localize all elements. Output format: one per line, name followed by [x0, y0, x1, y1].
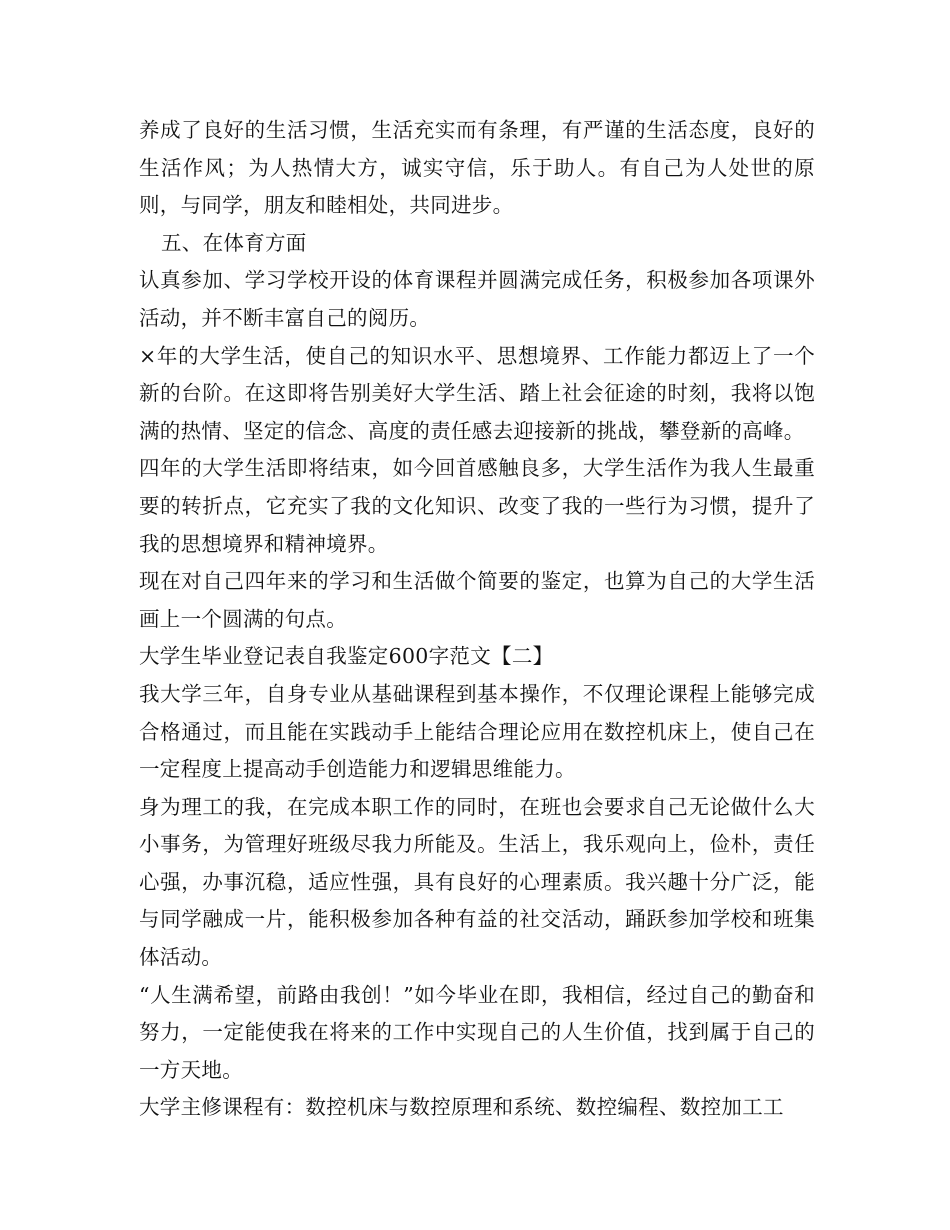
paragraph-university-life: ×年的大学生活，使自己的知识水平、思想境界、工作能力都迈上了一个新的台阶。在这即将告别美好大学生活、踏上社会征途的时刻，我将以饱满的热情、坚定的信念、高度的责任感去迎接新的挑战，攀登新的高峰。 — [139, 343, 815, 443]
section-heading-sports: 五、在体育方面 — [161, 230, 307, 255]
paragraph-living-habits: 养成了良好的生活习惯，生活充实而有条理，有严谨的生活态度，良好的生活作风；为人热情大方，诚实守信，乐于助人。有自己为人处世的原则，与同学，朋友和睦相处，共同进步。 — [139, 118, 815, 218]
paragraph-engineering: 身为理工的我，在完成本职工作的同时，在班也会要求自己无论做什么大小事务，为管理好班级尽我力所能及。生活上，我乐观向上，俭朴，责任心强，办事沉稳，适应性强，具有良好的心理素质。我兴趣十分广泛，能与同学融成一片，能积极参加各种有益的社交活动，踊跃参加学校和班集体活动。 — [139, 794, 815, 970]
essay-title-two: 大学生毕业登记表自我鉴定600字范文【二】 — [139, 644, 554, 669]
paragraph-hope: “人生满希望，前路由我创！”如今毕业在即，我相信，经过自己的勤奋和努力，一定能使我在将来的工作中实现自己的人生价值，找到属于自己的一方天地。 — [139, 982, 815, 1082]
paragraph-four-years: 四年的大学生活即将结束，如今回首感触良多，大学生活作为我人生最重要的转折点，它充实了我的文化知识、改变了我的一些行为习惯，提升了我的思想境界和精神境界。 — [139, 456, 815, 556]
paragraph-three-years: 我大学三年，自身专业从基础课程到基本操作，不仅理论课程上能够完成合格通过，而且能在实践动手上能结合理论应用在数控机床上，使自己在一定程度上提高动手创造能力和逻辑思维能力。 — [139, 681, 815, 782]
paragraph-summary: 现在对自己四年来的学习和生活做个简要的鉴定，也算为自己的大学生活画上一个圆满的句点。 — [139, 569, 815, 631]
paragraph-sports: 认真参加、学习学校开设的体育课程并圆满完成任务，积极参加各项课外活动，并不断丰富自己的阅历。 — [139, 268, 815, 330]
document-body — [139, 112, 815, 1127]
paragraph-courses: 大学主修课程有：数控机床与数控原理和系统、数控编程、数控加工工 — [139, 1095, 784, 1120]
